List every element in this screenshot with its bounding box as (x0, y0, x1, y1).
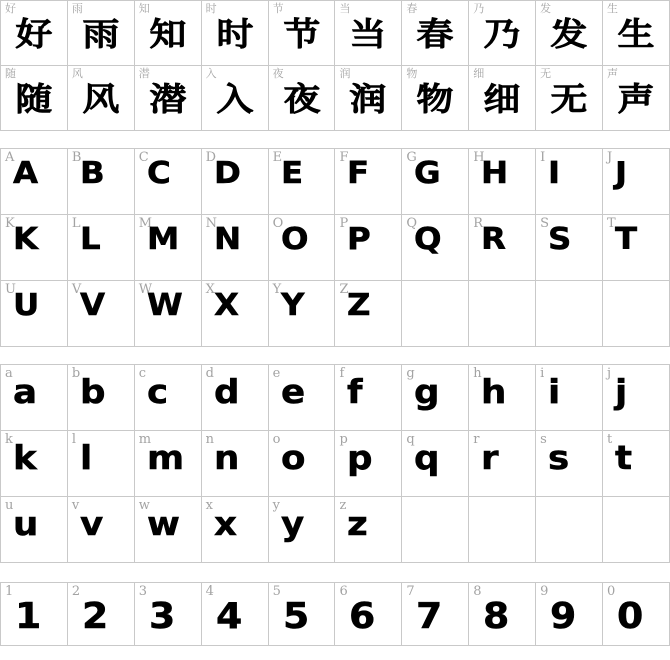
glyph-large: S (548, 222, 572, 257)
glyph-cell (603, 1, 670, 66)
glyph-label: 当 (339, 2, 351, 15)
glyph-cell (67, 1, 134, 66)
glyph-cell (134, 497, 201, 563)
glyph-large: 物 (416, 80, 454, 118)
glyph-large: p (347, 438, 373, 477)
glyph-large: r (481, 438, 499, 477)
glyph-cell (268, 215, 335, 281)
glyph-large: 7 (416, 596, 443, 637)
glyph-large: N (213, 222, 241, 257)
glyph-cell (67, 149, 134, 215)
section-digits (0, 582, 670, 646)
glyph-cell (268, 431, 335, 497)
glyph-large: n (213, 438, 240, 477)
glyph-label: 7 (406, 584, 415, 599)
glyph-cell (268, 281, 335, 347)
glyph-large: t (615, 438, 633, 477)
glyph-label: c (138, 366, 147, 381)
glyph-label: H (473, 150, 485, 165)
glyph-cell (469, 431, 536, 497)
glyph-large: s (548, 438, 570, 477)
glyph-row (1, 365, 670, 431)
glyph-cell (536, 215, 603, 281)
glyph-row (1, 1, 670, 66)
glyph-label: 入 (205, 67, 217, 80)
glyph-large: V (79, 288, 105, 323)
glyph-label: 4 (205, 584, 214, 599)
glyph-large: Y (280, 288, 305, 323)
glyph-cell (268, 1, 335, 66)
section-upper (0, 148, 670, 347)
glyph-label: 细 (473, 67, 485, 80)
glyph-large: w (146, 504, 180, 543)
glyph-large: y (280, 504, 304, 543)
glyph-large: e (280, 372, 305, 411)
glyph-large: T (615, 222, 638, 257)
glyph-large: 3 (148, 596, 176, 637)
glyph-label: a (5, 366, 13, 381)
glyph-large: 风 (82, 80, 120, 118)
glyph-cell (536, 431, 603, 497)
glyph-label: 5 (272, 584, 281, 599)
glyph-label: A (5, 150, 15, 165)
empty-cell (402, 281, 469, 347)
glyph-large: 5 (282, 596, 309, 637)
glyph-large: L (79, 222, 101, 257)
glyph-cell (469, 1, 536, 66)
glyph-cell (536, 583, 603, 646)
glyph-label: Z (339, 282, 349, 297)
glyph-label: 9 (540, 584, 549, 599)
section-upper-body (1, 149, 670, 347)
glyph-large: 好 (15, 15, 53, 53)
glyph-label: I (540, 150, 546, 165)
glyph-cell (1, 365, 68, 431)
glyph-cell (134, 149, 201, 215)
glyph-large: 2 (81, 596, 109, 637)
glyph-large: 节 (283, 15, 320, 53)
glyph-label: M (138, 216, 153, 231)
glyph-label: h (473, 366, 482, 381)
glyph-label: 声 (607, 67, 619, 80)
glyph-large: 发 (550, 15, 588, 53)
section-lower (0, 364, 670, 563)
glyph-large: Q (414, 222, 442, 257)
glyph-large: 细 (483, 80, 521, 118)
glyph-label: e (272, 366, 281, 381)
glyph-large: 9 (550, 596, 577, 637)
glyph-large: 随 (15, 80, 53, 118)
glyph-cell (134, 66, 201, 131)
glyph-cell (201, 583, 268, 646)
glyph-label: W (138, 282, 153, 297)
empty-cell (603, 281, 670, 347)
glyph-large: 时 (216, 15, 254, 53)
glyph-label: 时 (205, 2, 217, 15)
glyph-label: 节 (272, 2, 284, 15)
glyph-large: 雨 (82, 15, 120, 53)
glyph-large: 无 (550, 80, 588, 118)
glyph-cell (134, 431, 201, 497)
glyph-label: s (540, 432, 547, 447)
glyph-cell (603, 66, 670, 131)
glyph-large: k (13, 438, 37, 477)
glyph-cell (201, 431, 268, 497)
glyph-label: k (5, 432, 13, 447)
glyph-row (1, 149, 670, 215)
glyph-large: O (280, 222, 309, 257)
glyph-label: n (205, 432, 215, 447)
glyph-label: 雨 (71, 2, 83, 15)
glyph-label: u (5, 498, 14, 513)
glyph-cell (1, 583, 68, 646)
empty-cell (469, 497, 536, 563)
glyph-large: J (615, 156, 628, 191)
glyph-cell (469, 583, 536, 646)
glyph-label: 3 (138, 584, 148, 599)
glyph-cell (469, 149, 536, 215)
glyph-large: c (146, 372, 168, 411)
glyph-label: O (272, 216, 284, 231)
empty-cell (469, 281, 536, 347)
glyph-label: N (205, 216, 218, 231)
glyph-label: G (406, 150, 417, 165)
glyph-large: 乃 (483, 15, 521, 53)
glyph-large: C (146, 156, 171, 191)
glyph-label: g (406, 366, 415, 381)
glyph-label: y (272, 498, 280, 513)
section-hanzi (0, 0, 670, 131)
glyph-label: 无 (540, 67, 552, 80)
glyph-cell (67, 497, 134, 563)
glyph-label: p (339, 432, 348, 447)
glyph-cell (469, 66, 536, 131)
glyph-large: W (146, 288, 183, 323)
glyph-label: F (339, 150, 349, 165)
glyph-cell (201, 149, 268, 215)
glyph-large: l (79, 438, 93, 477)
glyph-label: C (138, 150, 149, 165)
glyph-label: 生 (607, 2, 619, 15)
glyph-large: X (213, 288, 239, 323)
glyph-label: 发 (540, 2, 552, 15)
glyph-large: d (213, 372, 240, 411)
empty-cell (402, 497, 469, 563)
glyph-label: 知 (138, 2, 150, 15)
glyph-label: X (205, 282, 215, 297)
glyph-label: f (339, 366, 345, 381)
glyph-cell (201, 281, 268, 347)
glyph-cell (201, 497, 268, 563)
glyph-cell (402, 215, 469, 281)
glyph-cell (603, 149, 670, 215)
glyph-row (1, 583, 670, 646)
glyph-cell (67, 431, 134, 497)
glyph-large: 入 (216, 80, 254, 118)
glyph-label: R (473, 216, 484, 231)
glyph-cell (335, 583, 402, 646)
glyph-large: 当 (349, 15, 387, 53)
glyph-cell (335, 431, 402, 497)
glyph-label: 2 (71, 584, 81, 599)
glyph-cell (402, 365, 469, 431)
glyph-large: D (213, 156, 241, 191)
glyph-label: 夜 (272, 67, 284, 80)
glyph-row (1, 215, 670, 281)
glyph-label: 0 (607, 584, 616, 599)
glyph-label: D (205, 150, 217, 165)
glyph-large: 1 (15, 596, 42, 637)
glyph-large: j (615, 372, 628, 411)
glyph-label: 乃 (473, 2, 485, 15)
glyph-cell (402, 66, 469, 131)
glyph-large: h (481, 372, 507, 411)
glyph-large: I (548, 156, 561, 191)
glyph-large: m (146, 438, 184, 477)
glyph-cell (201, 365, 268, 431)
glyph-large: 0 (617, 596, 644, 637)
glyph-cell (335, 1, 402, 66)
glyph-large: F (347, 156, 370, 191)
glyph-cell (134, 365, 201, 431)
glyph-label: L (71, 216, 81, 231)
glyph-cell (335, 66, 402, 131)
glyph-label: K (5, 216, 15, 231)
glyph-row (1, 431, 670, 497)
glyph-large: G (414, 156, 441, 191)
glyph-large: M (146, 222, 180, 257)
glyph-cell (536, 149, 603, 215)
glyph-cell (134, 583, 201, 646)
glyph-label: d (205, 366, 214, 381)
glyph-large: 知 (149, 15, 187, 53)
glyph-cell (536, 66, 603, 131)
glyph-cell (1, 149, 68, 215)
glyph-cell (603, 215, 670, 281)
glyph-cell (335, 365, 402, 431)
glyph-large: 潜 (149, 80, 187, 118)
glyph-large: 声 (617, 80, 655, 118)
glyph-label: 1 (5, 584, 14, 599)
glyph-cell (67, 365, 134, 431)
glyph-row (1, 281, 670, 347)
section-hanzi-body (1, 1, 670, 131)
glyph-large: 夜 (283, 80, 320, 118)
glyph-label: l (71, 432, 77, 447)
empty-cell (536, 281, 603, 347)
glyph-label: o (272, 432, 281, 447)
glyph-label: x (205, 498, 214, 513)
glyph-cell (603, 365, 670, 431)
glyph-cell (536, 365, 603, 431)
glyph-label: S (540, 216, 550, 231)
glyph-large: x (213, 504, 237, 543)
glyph-large: 生 (617, 15, 655, 53)
glyph-large: g (414, 372, 440, 411)
section-digits-body (1, 583, 670, 646)
glyph-label: i (540, 366, 545, 381)
glyph-cell (1, 281, 68, 347)
glyph-cell (1, 215, 68, 281)
glyph-row (1, 66, 670, 131)
glyph-cell (603, 431, 670, 497)
glyph-large: E (280, 156, 303, 191)
glyph-cell (335, 215, 402, 281)
glyph-large: U (13, 288, 40, 323)
glyph-cell (268, 149, 335, 215)
glyph-cell (268, 583, 335, 646)
glyph-large: 6 (349, 596, 376, 637)
glyph-label: 6 (339, 584, 348, 599)
empty-cell (536, 497, 603, 563)
glyph-label: Y (272, 282, 282, 297)
glyph-cell (1, 497, 68, 563)
glyph-cell (67, 583, 134, 646)
glyph-cell (201, 1, 268, 66)
glyph-label: j (607, 366, 612, 381)
glyph-cell (402, 1, 469, 66)
glyph-cell (67, 281, 134, 347)
glyph-label: t (607, 432, 613, 447)
empty-cell (603, 497, 670, 563)
glyph-cell (1, 431, 68, 497)
glyph-label: E (272, 150, 283, 165)
glyph-large: q (414, 438, 440, 477)
glyph-label: b (71, 366, 81, 381)
glyph-large: 4 (215, 596, 242, 637)
glyph-label: 8 (473, 584, 482, 599)
glyph-cell (134, 215, 201, 281)
glyph-large: z (347, 504, 369, 543)
glyph-large: 春 (416, 15, 454, 53)
glyph-cell (469, 365, 536, 431)
glyph-large: b (79, 372, 106, 411)
glyph-cell (201, 215, 268, 281)
glyph-cell (469, 215, 536, 281)
glyph-label: U (5, 282, 16, 297)
glyph-cell (335, 149, 402, 215)
glyph-label: V (71, 282, 82, 297)
glyph-label: 春 (406, 2, 418, 15)
glyph-row (1, 497, 670, 563)
glyph-label: 物 (406, 67, 418, 80)
glyph-label: 潜 (138, 67, 150, 80)
glyph-cell (1, 1, 68, 66)
glyph-cell (67, 66, 134, 131)
glyph-cell (402, 431, 469, 497)
glyph-label: J (607, 150, 613, 165)
glyph-label: 随 (5, 67, 16, 80)
glyph-cell (335, 497, 402, 563)
glyph-label: r (473, 432, 480, 447)
glyph-large: A (13, 156, 39, 191)
glyph-large: 润 (349, 80, 387, 118)
glyph-large: H (481, 156, 509, 191)
glyph-large: P (347, 222, 372, 257)
glyph-cell (536, 1, 603, 66)
glyph-label: z (339, 498, 347, 513)
glyph-cell (603, 583, 670, 646)
glyph-cell (402, 149, 469, 215)
glyph-label: B (71, 150, 82, 165)
glyph-label: T (607, 216, 616, 231)
glyph-cell (268, 497, 335, 563)
glyph-label: 润 (339, 67, 351, 80)
glyph-label: w (138, 498, 150, 513)
glyph-large: i (548, 372, 561, 411)
glyph-large: B (79, 156, 105, 191)
glyph-cell (134, 281, 201, 347)
section-lower-body (1, 365, 670, 563)
glyph-large: f (347, 372, 363, 411)
glyph-label: 风 (71, 67, 83, 80)
glyph-large: v (79, 504, 104, 543)
glyph-label: P (339, 216, 349, 231)
glyph-cell (335, 281, 402, 347)
glyph-cell (67, 215, 134, 281)
glyph-large: K (13, 222, 39, 257)
glyph-label: Q (406, 216, 418, 231)
glyph-label: m (138, 432, 152, 447)
glyph-label: q (406, 432, 415, 447)
glyph-label: 好 (5, 2, 16, 15)
glyph-large: R (481, 222, 507, 257)
glyph-cell (268, 66, 335, 131)
glyph-cell (1, 66, 68, 131)
glyph-large: u (13, 504, 39, 543)
glyph-cell (201, 66, 268, 131)
glyph-cell (134, 1, 201, 66)
glyph-cell (268, 365, 335, 431)
glyph-label: v (71, 498, 80, 513)
glyph-large: o (280, 438, 306, 477)
glyph-large: a (13, 372, 38, 411)
glyph-large: Z (347, 288, 371, 323)
glyph-large: 8 (483, 596, 510, 637)
glyph-cell (402, 583, 469, 646)
